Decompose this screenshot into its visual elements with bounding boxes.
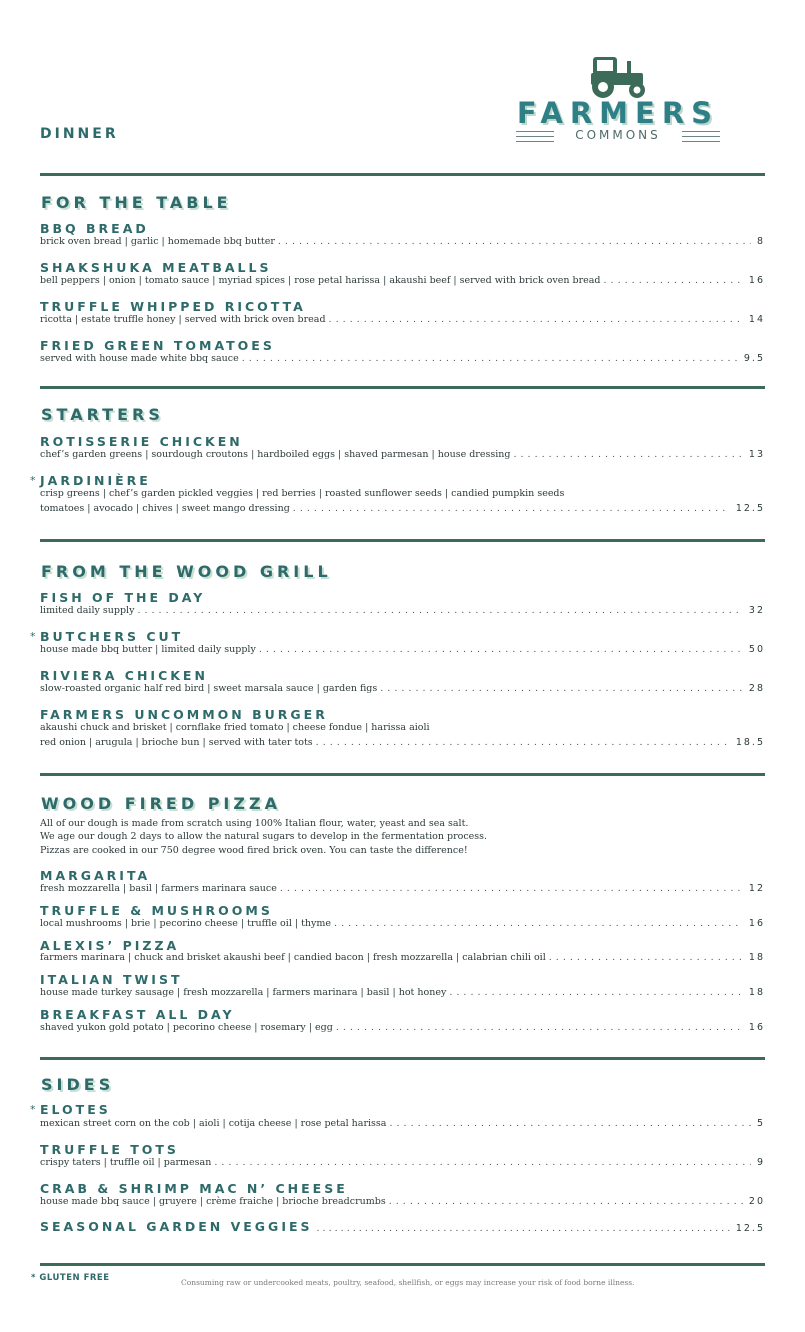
section-title-sides: SIDES	[41, 1075, 115, 1094]
item-name-uncommon-burger: FARMERS UNCOMMON BURGER	[40, 707, 328, 722]
dot-leader	[513, 449, 742, 460]
dot-leader	[214, 1157, 751, 1168]
dot-leader	[329, 314, 743, 325]
section-title-wood-grill: FROM THE WOOD GRILL	[41, 562, 332, 581]
dot-leader	[389, 1118, 750, 1129]
dot-leader	[334, 918, 743, 929]
logo-farmers-text: FARMERS	[516, 96, 720, 130]
gluten-free-star: *	[30, 474, 36, 487]
item-price: 8	[756, 236, 765, 247]
item-price: 20	[748, 1196, 765, 1207]
farmers-commons-logo	[513, 52, 723, 148]
item-desc: served with house made white bbq sauce	[40, 353, 239, 364]
pizza-intro-line: Pizzas are cooked in our 750 degree wood fired brick oven. You can taste the difference!	[40, 845, 468, 856]
item-name-rotisserie-chicken: ROTISSERIE CHICKEN	[40, 434, 243, 449]
item-desc: chef’s garden greens | sourdough croutons | hardboiled eggs | shaved parmesan | house dressing	[40, 449, 511, 460]
pizza-intro-line: We age our dough 2 days to allow the natural sugars to develop in the fermentation process.	[40, 831, 488, 842]
section-divider	[40, 386, 765, 389]
dot-leader	[293, 503, 730, 514]
pizza-intro-line: All of our dough is made from scratch using 100% Italian flour, water, yeast and sea salt.	[40, 818, 469, 829]
dot-leader	[604, 275, 743, 286]
item-price: 18	[748, 952, 765, 963]
menu-item-line	[40, 918, 765, 932]
tractor-icon	[583, 55, 653, 99]
section-divider	[40, 773, 765, 776]
item-desc: ricotta | estate truffle honey | served with brick oven bread	[40, 314, 326, 325]
dot-leader	[259, 644, 743, 655]
menu-item-line	[40, 683, 765, 697]
item-name-margarita: MARGARITA	[40, 868, 151, 883]
item-desc: crisp greens | chef’s garden pickled veggies | red berries | roasted sunflower seeds | candied pumpkin seeds	[40, 488, 565, 499]
item-price: 16	[748, 1022, 765, 1033]
item-price: 12.5	[735, 503, 765, 514]
item-desc: red onion | arugula | brioche bun | served with tater tots	[40, 737, 313, 748]
item-desc: local mushrooms | brie | pecorino cheese | truffle oil | thyme	[40, 918, 332, 929]
item-desc: akaushi chuck and brisket | cornflake fried tomato | cheese fondue | harissa aioli	[40, 722, 430, 733]
item-desc: bell peppers | onion | tomato sauce | myriad spices | rose petal harissa | akaushi beef | served with brick oven bread	[40, 275, 601, 286]
logo-lines-right	[682, 131, 720, 142]
dot-leader	[549, 952, 743, 963]
section-divider	[40, 1057, 765, 1060]
item-desc: house made turkey sausage | fresh mozzarella | farmers marinara | basil | hot honey	[40, 987, 447, 998]
item-name-fish-of-the-day: FISH OF THE DAY	[40, 590, 206, 605]
item-name-truffle-mushrooms: TRUFFLE & MUSHROOMS	[40, 903, 273, 918]
item-price: 32	[748, 605, 765, 616]
dot-leader	[336, 1022, 743, 1033]
dot-leader	[316, 737, 730, 748]
item-desc: crispy taters | truffle oil | parmesan	[40, 1157, 212, 1168]
menu-item-line	[40, 1118, 765, 1132]
item-desc: shaved yukon gold potato | pecorino cheese | rosemary | egg	[40, 1022, 333, 1033]
item-desc: brick oven bread | garlic | homemade bbq butter	[40, 236, 275, 247]
item-name-crab-shrimp-mac: CRAB & SHRIMP MAC N’ CHEESE	[40, 1181, 348, 1196]
item-name-butchers-cut: BUTCHERS CUT	[40, 629, 184, 644]
gluten-free-star: *	[30, 1103, 36, 1116]
item-price: 12	[748, 883, 765, 894]
menu-item-line	[40, 1219, 765, 1235]
menu-item-line	[40, 737, 765, 751]
section-title-wood-fired-pizza: WOOD FIRED PIZZA	[41, 794, 281, 813]
item-price: 9	[756, 1157, 765, 1168]
item-desc: slow-roasted organic half red bird | sweet marsala sauce | garden figs	[40, 683, 378, 694]
menu-item-line	[40, 644, 765, 658]
item-name-elotes: ELOTES	[40, 1102, 111, 1117]
menu-item-line	[40, 353, 765, 367]
section-title-for-the-table: FOR THE TABLE	[41, 193, 232, 212]
menu-item-line	[40, 952, 765, 966]
item-name-seasonal-veggies: SEASONAL GARDEN VEGGIES	[40, 1219, 313, 1234]
dot-leader	[137, 605, 742, 616]
section-divider	[40, 1263, 765, 1266]
dot-leader	[389, 1196, 743, 1207]
food-safety-disclaimer: Consuming raw or undercooked meats, poultry, seafood, shellfish, or eggs may increase your risk of food borne illness.	[181, 1278, 635, 1287]
item-desc: fresh mozzarella | basil | farmers marinara sauce	[40, 883, 277, 894]
menu-item-line	[40, 1196, 765, 1210]
dot-leader	[278, 236, 751, 247]
logo-commons-text: COMMONS	[575, 128, 661, 142]
item-price: 28	[748, 683, 765, 694]
item-price: 14	[748, 314, 765, 325]
menu-item-line	[40, 987, 765, 1001]
item-desc: tomatoes | avocado | chives | sweet mango dressing	[40, 503, 290, 514]
item-desc: farmers marinara | chuck and brisket akaushi beef | candied bacon | fresh mozzarella | calabrian chili oil	[40, 952, 546, 963]
section-divider	[40, 173, 765, 176]
item-price: 16	[748, 275, 765, 286]
menu-item-line	[40, 1022, 765, 1036]
menu-item-line	[40, 236, 765, 250]
item-name-italian-twist: ITALIAN TWIST	[40, 972, 183, 987]
item-name-shakshuka: SHAKSHUKA MEATBALLS	[40, 260, 272, 275]
item-price: 16	[748, 918, 765, 929]
item-price: 18	[748, 987, 765, 998]
item-desc: limited daily supply	[40, 605, 135, 616]
item-name-bbq-bread: BBQ BREAD	[40, 221, 149, 236]
dot-leader	[449, 987, 743, 998]
dot-leader	[242, 353, 738, 364]
item-price: 18.5	[735, 737, 765, 748]
menu-item-line	[40, 449, 765, 463]
item-price: 5	[756, 1118, 765, 1129]
item-desc: mexican street corn on the cob | aioli | cotija cheese | rose petal harissa	[40, 1118, 387, 1129]
dot-leader	[380, 683, 743, 694]
item-name-truffle-ricotta: TRUFFLE WHIPPED RICOTTA	[40, 299, 306, 314]
item-name-alexis-pizza: ALEXIS’ PIZZA	[40, 938, 180, 953]
menu-item-line	[40, 883, 765, 897]
menu-item-line	[40, 503, 765, 517]
item-name-jardiniere: JARDINIÈRE	[40, 473, 151, 488]
menu-item-line	[40, 275, 765, 289]
gluten-free-star: *	[30, 630, 36, 643]
item-desc: house made bbq sauce | gruyere | crème fraiche | brioche breadcrumbs	[40, 1196, 386, 1207]
section-divider	[40, 539, 765, 542]
item-desc: house made bbq butter | limited daily supply	[40, 644, 256, 655]
menu-item-line	[40, 605, 765, 619]
dot-leader	[317, 1223, 730, 1234]
menu-title: DINNER	[40, 126, 119, 142]
dot-leader	[280, 883, 743, 894]
item-name-truffle-tots: TRUFFLE TOTS	[40, 1142, 179, 1157]
item-name-riviera-chicken: RIVIERA CHICKEN	[40, 668, 208, 683]
item-price: 13	[748, 449, 765, 460]
section-title-starters: STARTERS	[41, 405, 164, 424]
item-price: 12.5	[735, 1223, 765, 1234]
item-price: 50	[748, 644, 765, 655]
menu-item-line	[40, 1157, 765, 1171]
item-price: 9.5	[743, 353, 765, 364]
gluten-free-legend: * GLUTEN FREE	[31, 1273, 110, 1283]
item-name-fried-green-tomatoes: FRIED GREEN TOMATOES	[40, 338, 275, 353]
menu-item-line	[40, 314, 765, 328]
item-name-breakfast-all-day: BREAKFAST ALL DAY	[40, 1007, 235, 1022]
